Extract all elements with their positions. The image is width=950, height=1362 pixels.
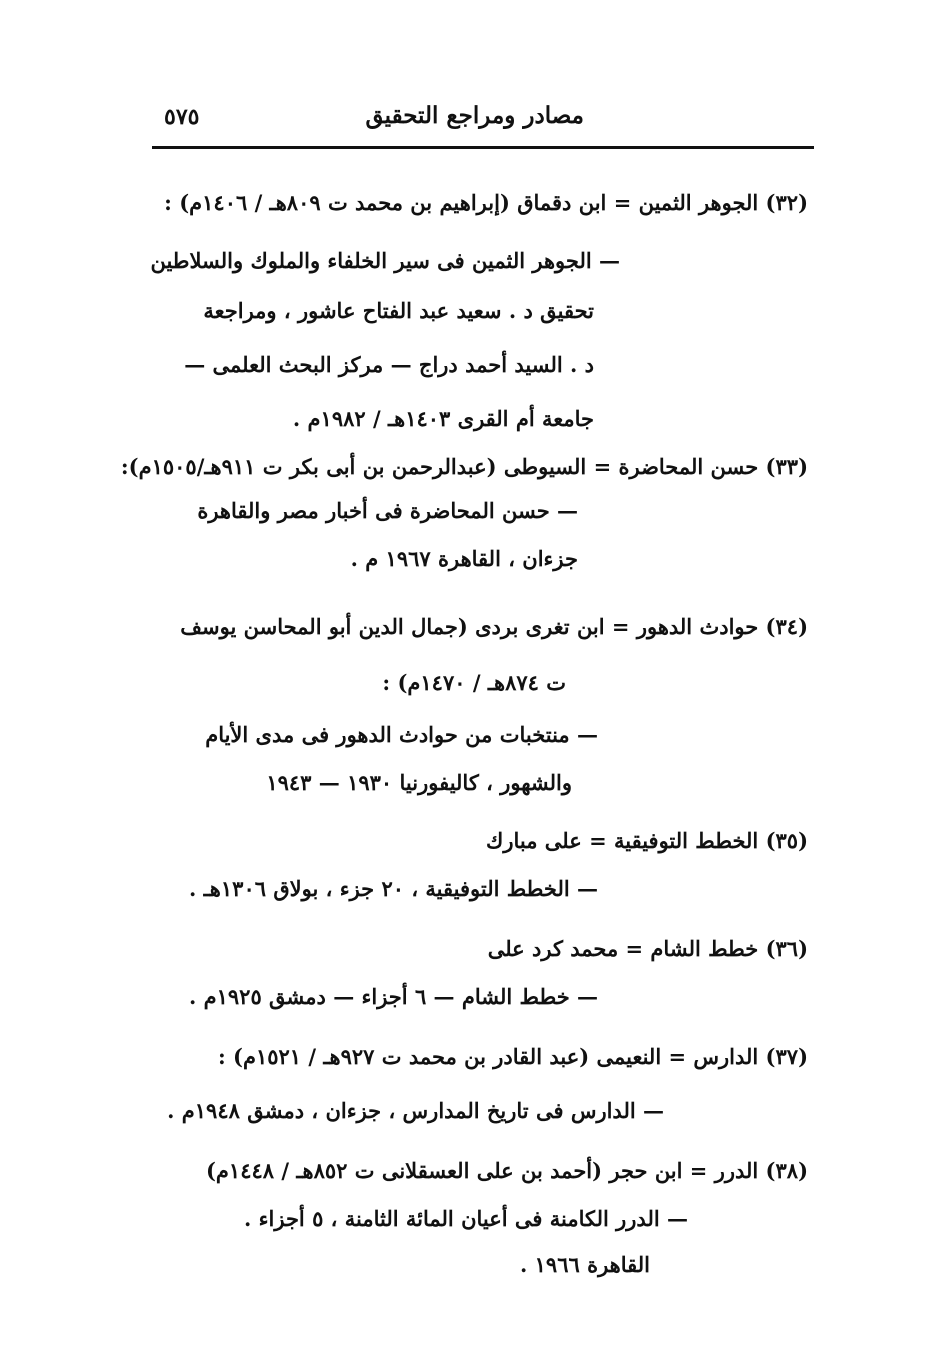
page-number: ٥٧٥	[164, 104, 200, 130]
entry-32-line: جامعة أم القرى ١٤٠٣هـ / ١٩٨٢م .	[292, 406, 594, 431]
entry-38-heading: (٣٨) الدرر = ابن حجر (أحمد بن على العسقلانى ت ٨٥٢هـ / ١٤٤٨م)	[205, 1158, 808, 1183]
entry-35-line: — الخطط التوفيقية ، ٢٠ جزء ، بولاق ١٣٠٦هـ .	[189, 876, 598, 901]
entry-33-heading: (٣٣) حسن المحاضرة = السيوطى (عبدالرحمن بن أبى بكر ت ٩١١هـ/١٥٠٥م):	[120, 454, 808, 479]
entry-36-line: — خطط الشام — ٦ أجزاء — دمشق ١٩٢٥م .	[188, 984, 598, 1009]
entry-34-heading: (٣٤) حوادث الدهور = ابن تغرى بردى (جمال الدين أبو المحاسن يوسف	[180, 614, 808, 639]
entry-34-line: ت ٨٧٤هـ / ١٤٧٠م) :	[382, 670, 566, 695]
entry-38-line: القاهرة ١٩٦٦ .	[520, 1252, 650, 1277]
entry-32-line: — الجوهر الثمين فى سير الخلفاء والملوك والسلاطين	[150, 248, 620, 273]
entry-35-heading: (٣٥) الخطط التوفيقية = على مبارك	[486, 828, 808, 853]
entry-32-line: تحقيق د . سعيد عبد الفتاح عاشور ، ومراجعة	[203, 298, 594, 323]
entry-34-line: والشهور ، كاليفورنيا ١٩٣٠ — ١٩٤٣	[266, 770, 572, 795]
header-rule	[152, 146, 814, 149]
entry-33-line: جزءان ، القاهرة ١٩٦٧ م .	[350, 546, 578, 571]
entry-36-heading: (٣٦) خطط الشام = محمد كرد على	[487, 936, 808, 961]
entry-38-line: — الدرر الكامنة فى أعيان المائة الثامنة ، ٥ أجزاء .	[244, 1206, 688, 1231]
entry-34-line: — منتخبات من حوادث الدهور فى مدى الأيام	[205, 722, 598, 747]
entry-32-line: د . السيد أحمد دراج — مركز البحث العلمى —	[184, 352, 594, 377]
page-header	[152, 100, 814, 134]
entry-37-line: — الدارس فى تاريخ المدارس ، جزءان ، دمشق ١٩٤٨م .	[167, 1098, 664, 1123]
entry-32-heading: (٣٢) الجوهر الثمين = ابن دقماق (إبراهيم بن محمد ت ٨٠٩هـ / ١٤٠٦م) :	[164, 190, 808, 215]
entry-37-heading: (٣٧) الدارس = النعيمى (عبد القادر بن محمد ت ٩٢٧هـ / ١٥٢١م) :	[217, 1044, 808, 1069]
entry-33-line: — حسن المحاضرة فى أخبار مصر والقاهرة	[197, 498, 578, 523]
running-title: مصادر ومراجع التحقيق	[365, 102, 584, 129]
